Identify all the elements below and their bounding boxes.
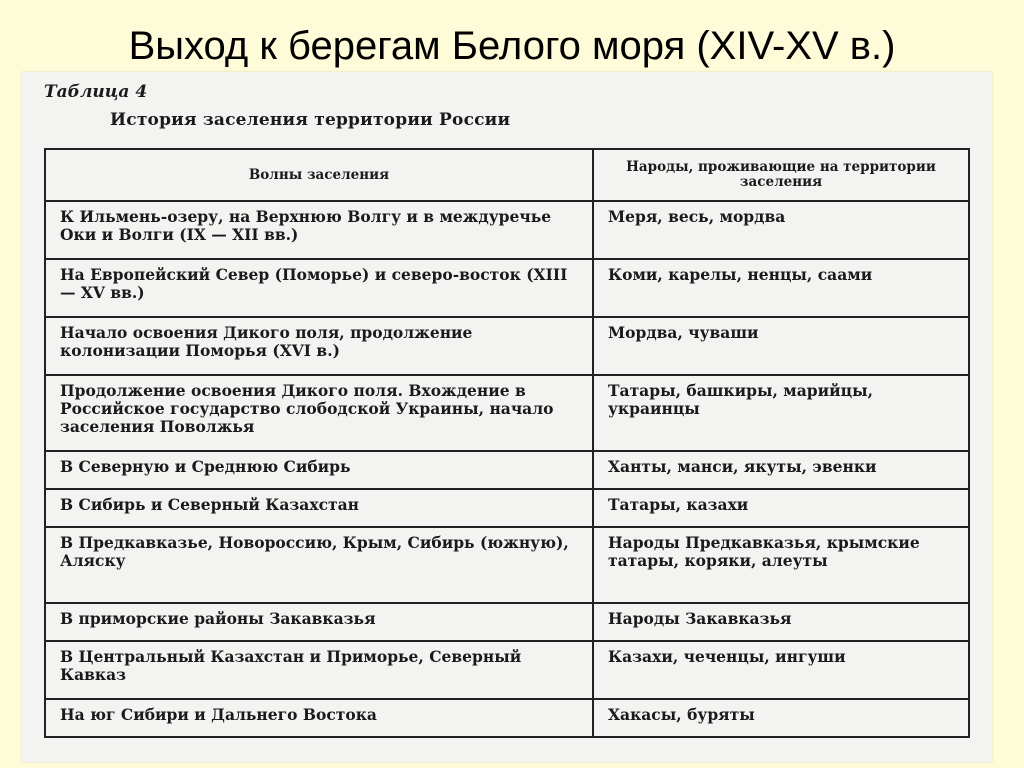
table-label: Таблица 4 — [44, 82, 148, 102]
peoples-cell: Казахи, чеченцы, ингуши — [593, 641, 969, 699]
wave-cell: На Европейский Север (Поморье) и северо-восток (XIII — XV вв.) — [45, 259, 593, 317]
table-row — [45, 603, 969, 641]
table-caption: История заселения территории России — [110, 110, 511, 130]
wave-cell: На юг Сибири и Дальнего Востока — [45, 699, 593, 737]
header-waves: Волны заселения — [45, 149, 593, 201]
peoples-cell: Мордва, чуваши — [593, 317, 969, 375]
wave-cell: В Сибирь и Северный Казахстан — [45, 489, 593, 527]
wave-cell: В Северную и Среднюю Сибирь — [45, 451, 593, 489]
table-row — [45, 451, 969, 489]
wave-cell: В Центральный Казахстан и Приморье, Северный Кавказ — [45, 641, 593, 699]
table-row — [45, 489, 969, 527]
peoples-cell: Народы Закавказья — [593, 603, 969, 641]
table-row — [45, 259, 969, 317]
wave-cell: К Ильмень-озеру, на Верхнюю Волгу и в междуречье Оки и Волги (IX — XII вв.) — [45, 201, 593, 259]
settlement-history-table — [44, 148, 970, 738]
header-peoples: Народы, проживающие на территории заселения — [593, 149, 969, 201]
peoples-cell: Татары, казахи — [593, 489, 969, 527]
peoples-cell: Хакасы, буряты — [593, 699, 969, 737]
table-row — [45, 527, 969, 603]
table-row — [45, 317, 969, 375]
scanned-table-image — [22, 72, 992, 762]
wave-cell: В приморские районы Закавказья — [45, 603, 593, 641]
peoples-cell: Татары, башкиры, марийцы, украинцы — [593, 375, 969, 451]
table-row — [45, 201, 969, 259]
table-row — [45, 375, 969, 451]
table-row — [45, 641, 969, 699]
peoples-cell: Народы Предкавказья, крымские татары, коряки, алеуты — [593, 527, 969, 603]
table-row — [45, 699, 969, 737]
wave-cell: В Предкавказье, Новороссию, Крым, Сибирь (южную), Аляску — [45, 527, 593, 603]
peoples-cell: Ханты, манси, якуты, эвенки — [593, 451, 969, 489]
slide-title: Выход к берегам Белого моря (XIV-XV в.) — [128, 24, 896, 68]
peoples-cell: Меря, весь, мордва — [593, 201, 969, 259]
wave-cell: Продолжение освоения Дикого поля. Вхождение в Российское государство слободской Украины, начало заселения Поволжья — [45, 375, 593, 451]
table-header-row — [45, 149, 969, 201]
peoples-cell: Коми, карелы, ненцы, саами — [593, 259, 969, 317]
wave-cell: Начало освоения Дикого поля, продолжение колонизации Поморья (XVI в.) — [45, 317, 593, 375]
